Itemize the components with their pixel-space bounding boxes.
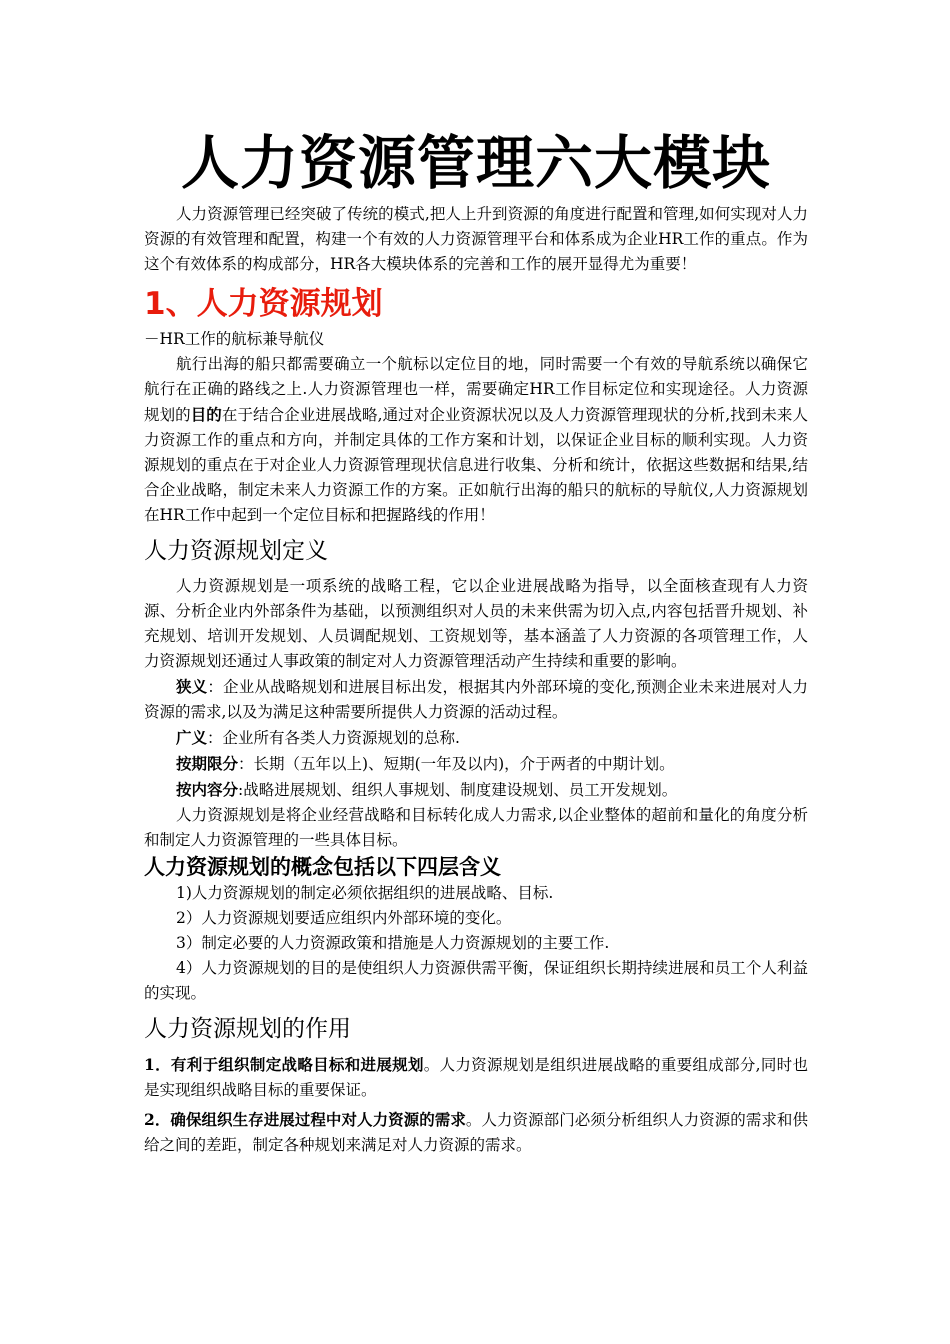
section1-text-a: 航行出海的船只都需要确立一个航标以定位目的地，同时需要一个有效的导航系统以确保它航行在正确的路线之上.人力资源管理也一样，需要确定HR工作目标定位和实现途径。人力资源规划的 <box>144 355 808 424</box>
concept-item: 2）人力资源规划要适应组织内外部环境的变化。 <box>176 909 512 927</box>
content-text: :战略进展规划、组织人事规划、制度建设规划、员工开发规划。 <box>238 781 678 799</box>
definition-closing: 人力资源规划是将企业经营战略和目标转化成人力需求,以企业整体的超前和量化的角度分析和制定人力资源管理的一些具体目标。 <box>144 806 808 849</box>
term-text: ：长期（五年以上)、短期(一年及以内)，介于两者的中期计划。 <box>238 755 675 773</box>
role-item-2-text: 。人力资源部门必须分析组织人力资源的需求和供给之间的差距，制定各种规划来满足对人力资源的需求。 <box>144 1111 808 1154</box>
content-classification <box>144 777 808 803</box>
broad-label: 广义 <box>176 728 208 747</box>
section1-text-b: 在于结合企业进展战略,通过对企业资源状况以及人力资源管理现状的分析,找到未来人力资源工作的重点和方向，并制定具体的工作方案和计划，以保证企业目标的顺利实现。人力资源规划的重点在于对企业人力资源管理现状信息进行收集、分析和统计，依据这些数据和结果,结合企业战略，制定未来人力资源工作的方案。正如航行出海的船只的航标的导航仪,人力资源规划在HR工作中起到一个定位目标和把握路线的作用！ <box>144 406 808 524</box>
term-classification <box>144 751 808 777</box>
role-heading: 人力资源规划的作用 <box>144 1016 351 1042</box>
role-item-1 <box>144 1052 808 1103</box>
section1-bold-purpose: 目的 <box>190 405 222 424</box>
narrow-text: ：企业从战略规划和进展目标出发，根据其内外部环境的变化,预测企业未来进展对人力资源的需求,以及为满足这种需要所提供人力资源的活动过程。 <box>144 678 808 721</box>
intro-paragraph: 人力资源管理已经突破了传统的模式,把人上升到资源的角度进行配置和管理,如何实现对人力资源的有效管理和配置，构建一个有效的人力资源管理平台和体系成为企业HR工作的重点。作为这个有效体系的构成部分，HR各大模块体系的完善和工作的展开显得尤为重要！ <box>144 205 808 273</box>
document-title: 人力资源管理六大模块 <box>180 129 771 197</box>
definition-paragraph: 人力资源规划是一项系统的战略工程，它以企业进展战略为指导，以全面核查现有人力资源、分析企业内外部条件为基础，以预测组织对人员的未来供需为切入点,内容包括晋升规划、补充规划、培训开发规划、人员调配规划、工资规划等，基本涵盖了人力资源的各项管理工作，人力资源规划还通过人事政策的制定对人力资源管理活动产生持续和重要的影响。 <box>144 577 808 670</box>
concept-item: 1)人力资源规划的制定必须依据组织的进展战略、目标. <box>176 884 554 902</box>
section1-heading: 1、人力资源规划 <box>144 286 383 322</box>
narrow-definition <box>144 674 808 725</box>
broad-text: ：企业所有各类人力资源规划的总称. <box>207 729 460 747</box>
section1-subtitle: －HR工作的航标兼导航仪 <box>144 330 325 348</box>
page-content <box>144 128 808 1158</box>
role-item-1-text: 。人力资源规划是组织进展战略的重要组成部分,同时也是实现组织战略目标的重要保证。 <box>144 1056 808 1099</box>
concept-item: 3）制定必要的人力资源政策和措施是人力资源规划的主要工作. <box>176 934 610 952</box>
narrow-label: 狭义 <box>176 677 208 696</box>
content-label: 按内容分 <box>176 780 239 799</box>
broad-definition <box>144 725 808 751</box>
role-item-2-bold: 2．确保组织生存进展过程中对人力资源的需求 <box>144 1110 466 1129</box>
role-item-1-bold: 1．有利于组织制定战略目标和进展规划 <box>144 1055 424 1074</box>
section1-paragraph <box>144 352 808 528</box>
definition-heading: 人力资源规划定义 <box>144 538 328 564</box>
concept-heading: 人力资源规划的概念包括以下四层含义 <box>144 855 501 879</box>
concept-item: 4）人力资源规划的目的是使组织人力资源供需平衡，保证组织长期持续进展和员工个人利益的实现。 <box>144 959 808 1002</box>
term-label: 按期限分 <box>176 754 239 773</box>
role-item-2 <box>144 1107 808 1158</box>
